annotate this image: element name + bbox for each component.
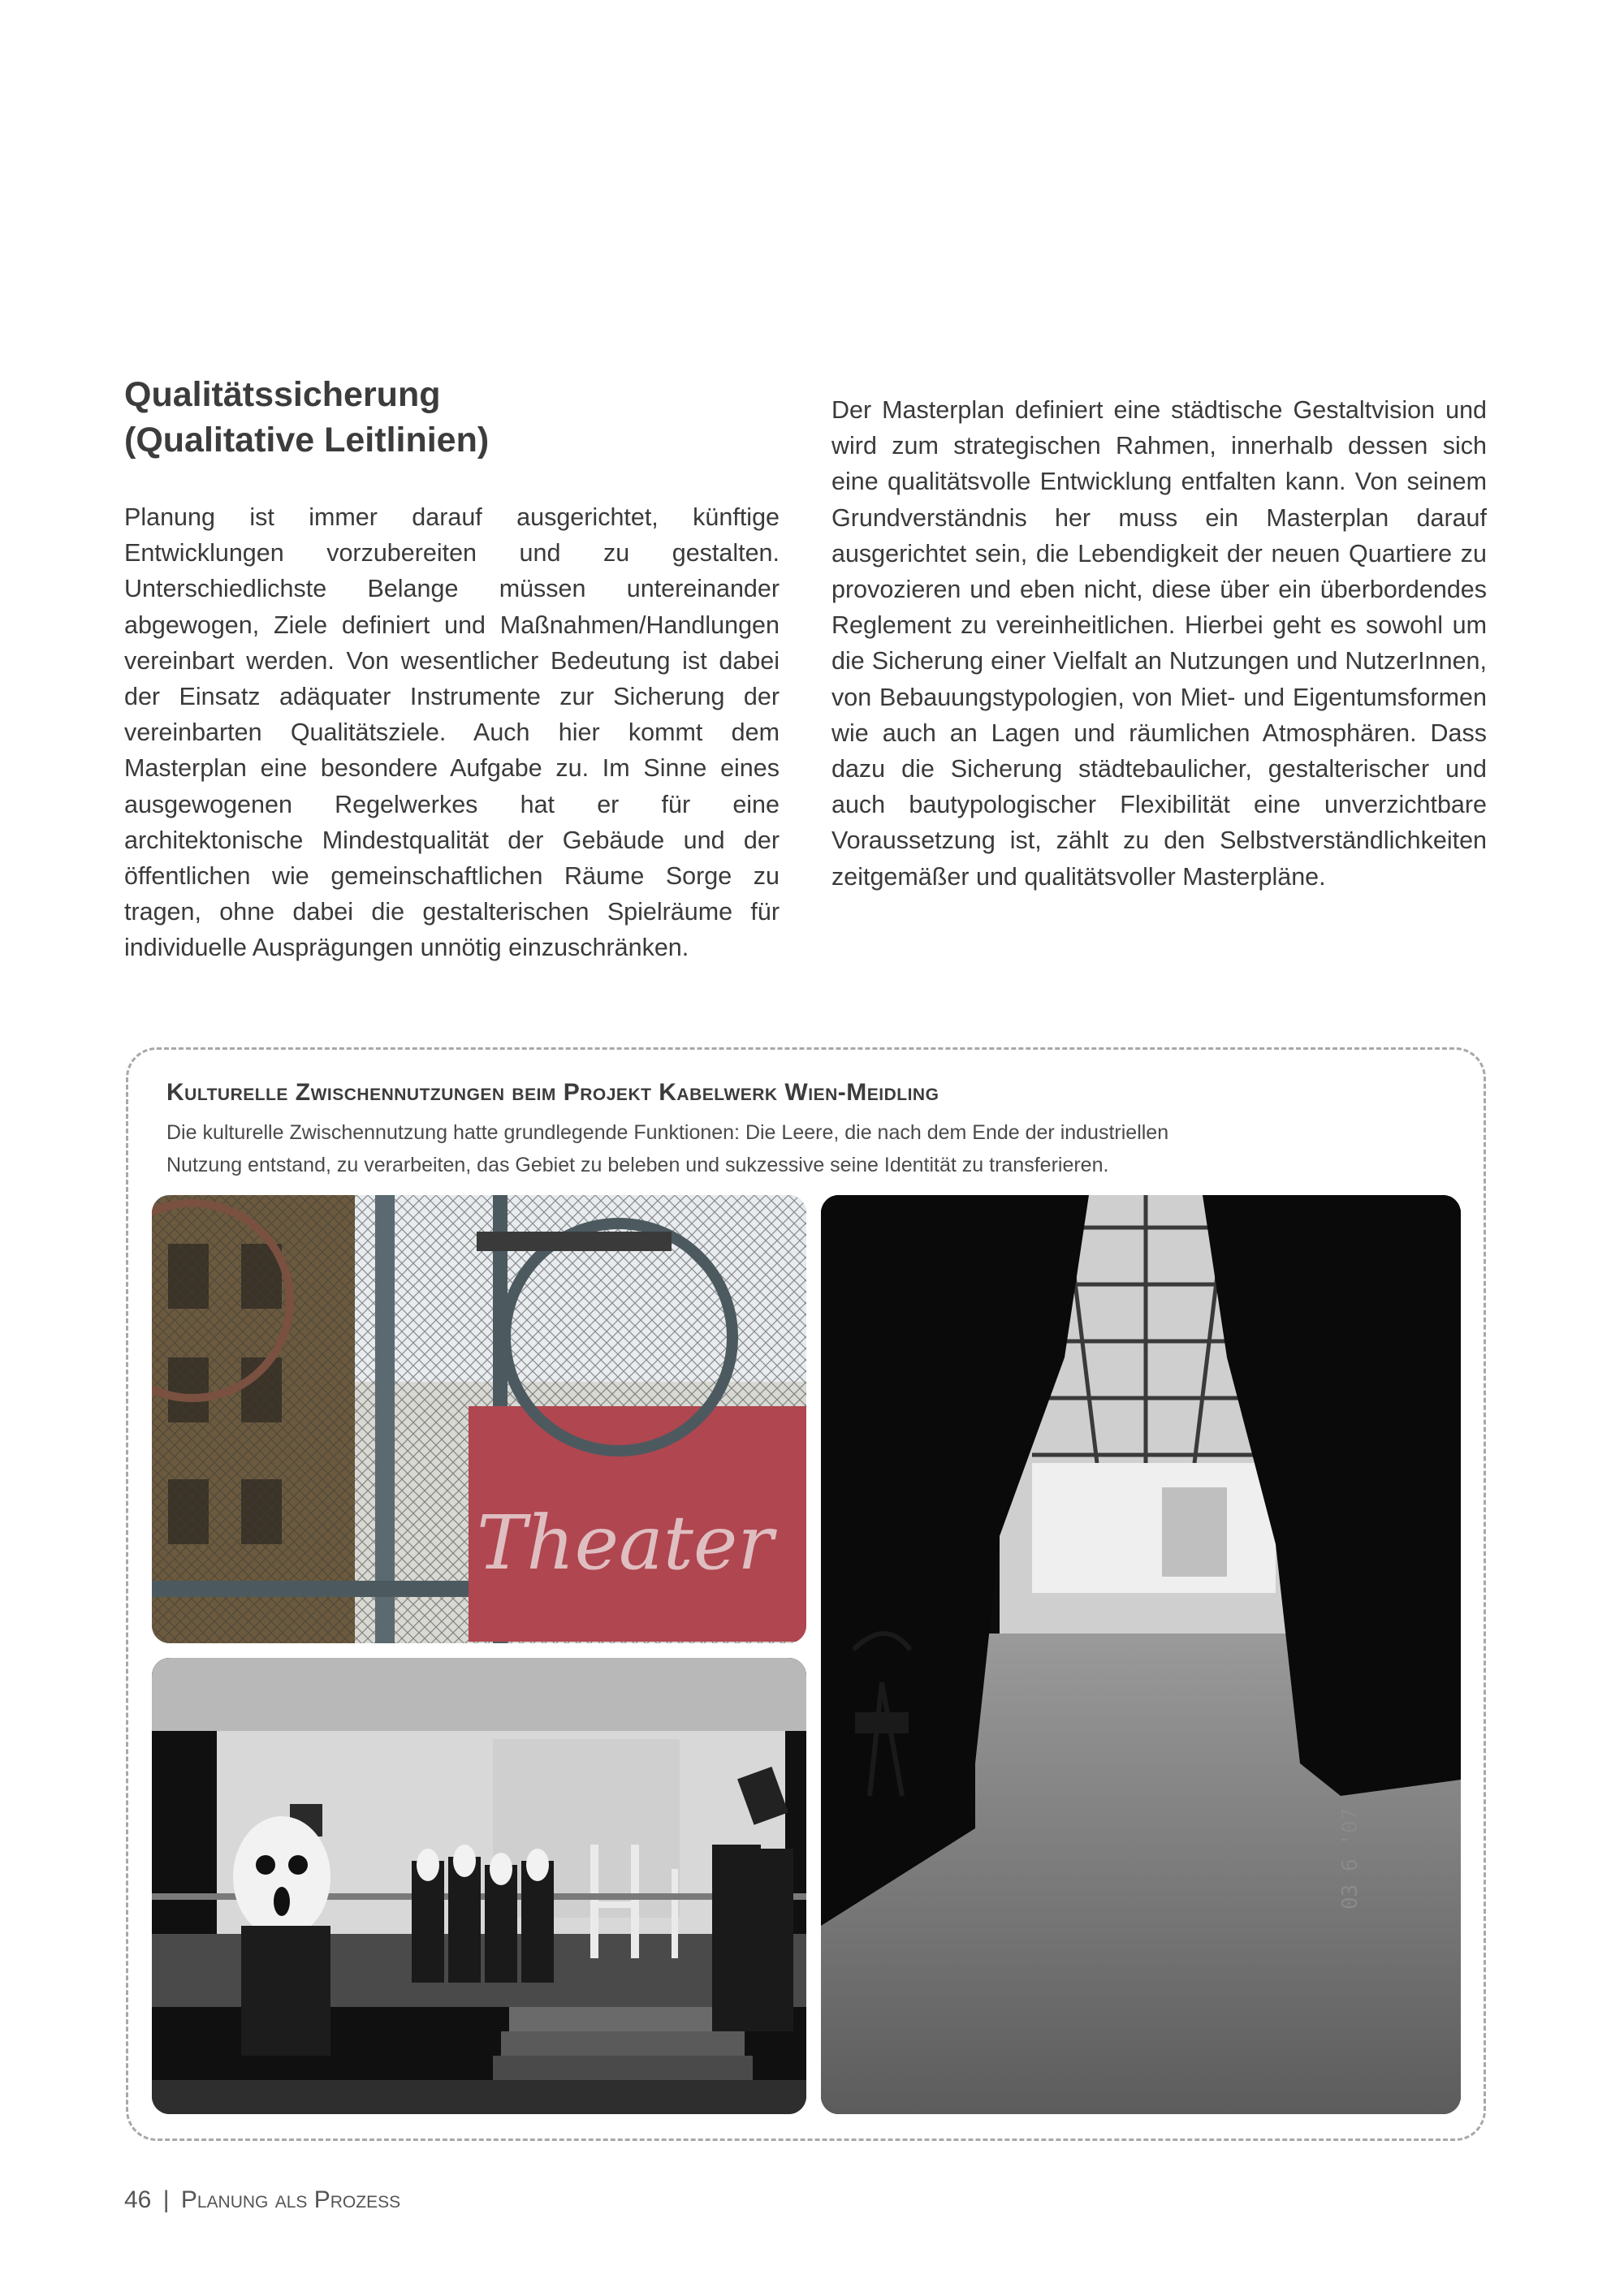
caption-line-2: Nutzung entstand, zu verarbeiten, das Gebiet zu beleben und sukzessive seine Identität zu transferieren. xyxy=(166,1154,1109,1176)
heading-line-2: (Qualitative Leitlinien) xyxy=(124,421,490,460)
footer-separator: | xyxy=(162,2186,170,2213)
theater-sign-image xyxy=(152,1195,806,1643)
photo-theater-sign xyxy=(152,1195,806,1643)
page-footer xyxy=(124,2186,400,2214)
info-box-title: Kulturelle Zwischennutzungen beim Projekt Kabelwerk Wien-Meidling xyxy=(166,1079,939,1106)
right-column-text: Der Masterplan definiert eine städtische Gestaltvision und wird zum strategischen Rahmen, innerhalb dessen sich eine qualitätsvolle Entwicklung entfalten kann. Von seinem Grundverständnis her muss ein Masterplan darauf ausgerichtet sein, die Lebendigkeit der neuen Quartiere zu provozieren und eben nicht, diese über ein überbordendes Reglement zu vereinheitlichen. Hierbei geht es sowohl um die Sicherung einer Vielfalt an Nutzungen und NutzerInnen, von Bebauungstypologien, von Miet- und Eigentumsformen wie auch an Lagen und räumlichen Atmosphären. Dass dazu die Sicherung städtebaulicher, gestalterischer und auch bautypologischer Flexibilität eine unverzichtbare Voraussetzung ist, zählt zu den Selbstverständlichkeiten zeitgemäßer und qualitätsvoller Masterpläne. xyxy=(831,396,1487,891)
svg-text:03 6 '07: 03 6 '07 xyxy=(1338,1807,1363,1910)
footer-section-title: Planung als Prozess xyxy=(180,2186,401,2213)
photo-stage-performance xyxy=(152,1658,806,2114)
section-heading xyxy=(124,372,790,463)
photo-factory-hall xyxy=(821,1195,1461,2114)
heading-line-1: Qualitätssicherung xyxy=(124,375,441,414)
factory-hall-image xyxy=(821,1195,1461,2114)
info-box-caption xyxy=(166,1116,1344,1181)
caption-line-1: Die kulturelle Zwischennutzung hatte grundlegende Funktionen: Die Leere, die nach dem Ende der industriellen xyxy=(166,1121,1169,1144)
theater-sign-text: Theater xyxy=(477,1500,774,1586)
left-column-text: Planung ist immer darauf ausgerichtet, künftige Entwicklungen vorzubereiten und zu gestalten. Unterschiedlichste Belange müssen untereinander abgewogen, Ziele definiert und Maßnahmen/Handlungen vereinbart werden. Von wesentlicher Bedeutung ist dabei der Einsatz adäquater Instrumente zur Sicherung der vereinbarten Qualitätsziele. Auch hier kommt dem Masterplan eine besondere Aufgabe zu. Im Sinne eines ausgewogenen Regelwerkes hat er für eine architektonische Mindestqualität der Gebäude und der öffentlichen wie gemeinschaftlichen Räume Sorge zu tragen, ohne dabei die gestalterischen Spielräume für individuelle Ausprägungen unnötig einzuschränken. xyxy=(124,503,780,962)
page-number: 46 xyxy=(124,2186,152,2213)
stage-performance-image xyxy=(152,1658,806,2114)
